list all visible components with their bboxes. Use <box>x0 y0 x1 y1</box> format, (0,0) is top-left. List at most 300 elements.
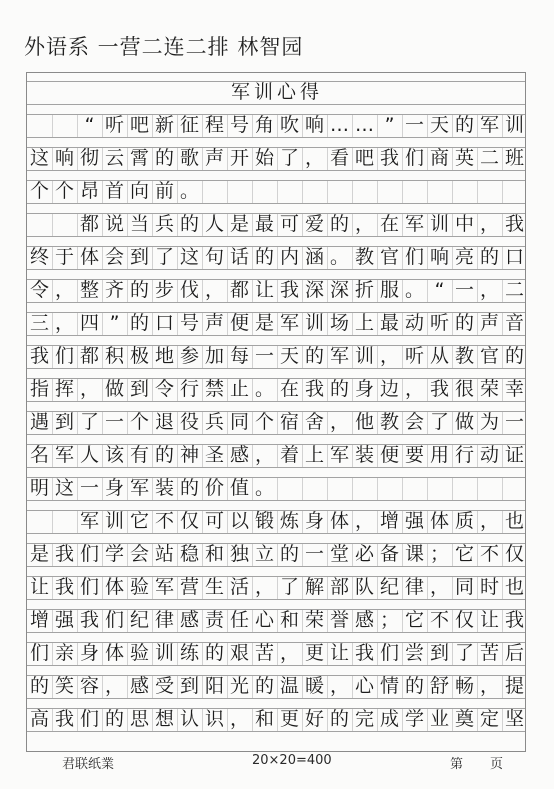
handwritten-character: ， <box>229 708 249 730</box>
manuscript-row <box>27 510 525 534</box>
handwritten-character: 可 <box>279 213 299 235</box>
handwritten-character: 挥 <box>54 378 74 400</box>
handwritten-character: 一 <box>504 411 524 433</box>
handwritten-character: 情 <box>379 675 399 697</box>
handwritten-character: 们 <box>79 543 99 565</box>
handwritten-character: 口 <box>504 246 524 268</box>
handwritten-character: 响 <box>304 114 324 136</box>
manuscript-row <box>27 378 525 402</box>
handwritten-character: 三 <box>29 312 49 334</box>
grid-cell <box>227 181 252 203</box>
manuscript-row <box>27 477 525 501</box>
handwritten-character: 奠 <box>454 708 474 730</box>
handwritten-character: 积 <box>104 345 124 367</box>
handwritten-character: 做 <box>454 411 474 433</box>
handwritten-character: 吧 <box>354 147 374 169</box>
handwritten-character: 到 <box>54 411 74 433</box>
handwritten-character: 。 <box>404 279 424 301</box>
handwritten-character: 。 <box>254 477 274 499</box>
handwritten-character: 律 <box>404 576 424 598</box>
handwritten-character: 一 <box>404 114 424 136</box>
handwritten-character: 响 <box>429 246 449 268</box>
handwritten-character: 我 <box>279 279 299 301</box>
handwritten-character: 课 <box>404 543 424 565</box>
handwritten-character: 地 <box>154 345 174 367</box>
handwritten-character: 有 <box>129 444 149 466</box>
handwritten-character: 了 <box>454 642 474 664</box>
handwritten-character: 和 <box>204 543 224 565</box>
handwritten-character: 增 <box>29 609 49 631</box>
handwritten-character: 想 <box>154 708 174 730</box>
handwritten-character: ， <box>429 576 449 598</box>
handwritten-character: 的 <box>304 345 324 367</box>
handwritten-character: 同 <box>229 411 249 433</box>
handwritten-character: 场 <box>329 312 349 334</box>
handwritten-character: ， <box>354 510 374 532</box>
handwritten-character: 深 <box>329 279 349 301</box>
handwritten-character: 感 <box>354 609 374 631</box>
handwritten-character: 明 <box>29 477 49 499</box>
handwritten-character: 体 <box>429 510 449 532</box>
handwritten-character: 歌 <box>179 147 199 169</box>
handwritten-character: “ <box>84 114 95 136</box>
handwritten-character: 退 <box>154 411 174 433</box>
handwritten-character: 训 <box>504 114 524 136</box>
handwritten-character: 云 <box>104 147 124 169</box>
handwritten-character: 学 <box>104 543 124 565</box>
handwritten-character: 幸 <box>504 378 524 400</box>
handwritten-character: 人 <box>79 444 99 466</box>
handwritten-character: 军 <box>479 114 499 136</box>
handwritten-character: 容 <box>79 675 99 697</box>
handwritten-character: 到 <box>129 378 149 400</box>
handwritten-character: 心 <box>254 609 274 631</box>
handwritten-character: 体 <box>104 576 124 598</box>
handwritten-character: ， <box>104 675 124 697</box>
handwritten-character: 动 <box>479 444 499 466</box>
handwritten-character: 他 <box>354 411 374 433</box>
handwritten-character: 上 <box>354 312 374 334</box>
handwritten-character: 后 <box>504 642 524 664</box>
handwritten-character: 最 <box>379 312 399 334</box>
handwritten-character: 该 <box>104 444 124 466</box>
grid-cell <box>427 478 452 500</box>
manuscript-row <box>27 642 525 666</box>
handwritten-character: 步 <box>154 279 174 301</box>
handwritten-character: 和 <box>254 708 274 730</box>
handwritten-character: 感 <box>229 444 249 466</box>
handwritten-character: 畅 <box>454 675 474 697</box>
handwritten-character: 它 <box>129 510 149 532</box>
handwritten-character: 折 <box>354 279 374 301</box>
handwritten-character: 声 <box>204 147 224 169</box>
handwritten-character: 的 <box>29 675 49 697</box>
handwritten-character: ； <box>379 609 399 631</box>
handwritten-character: 吹 <box>279 114 299 136</box>
handwritten-character: 了 <box>154 246 174 268</box>
handwritten-character: 心 <box>354 675 374 697</box>
handwritten-character: 的 <box>454 312 474 334</box>
handwritten-character: ， <box>254 444 274 466</box>
handwritten-character: 温 <box>279 675 299 697</box>
handwritten-character: 增 <box>379 510 399 532</box>
handwritten-character: 它 <box>454 543 474 565</box>
handwritten-character: 。 <box>179 180 199 202</box>
handwritten-character: 时 <box>479 576 499 598</box>
grid-cell <box>402 181 427 203</box>
handwritten-character: 兵 <box>204 411 224 433</box>
handwritten-character: 让 <box>29 576 49 598</box>
handwritten-character: 军 <box>404 213 424 235</box>
handwritten-character: 一 <box>79 477 99 499</box>
handwritten-character: 新 <box>154 114 174 136</box>
handwritten-character: 一 <box>304 543 324 565</box>
handwritten-character: 不 <box>479 543 499 565</box>
handwritten-character: 听 <box>404 345 424 367</box>
handwritten-character: 不 <box>429 609 449 631</box>
grid-cell <box>377 181 402 203</box>
handwritten-character: 号 <box>229 114 249 136</box>
manuscript-row <box>27 609 525 633</box>
manuscript-row <box>27 444 525 468</box>
handwritten-character: 到 <box>129 246 149 268</box>
handwritten-character: 到 <box>179 675 199 697</box>
handwritten-character: 英 <box>454 147 474 169</box>
handwritten-character: “ <box>434 279 445 301</box>
grid-cell <box>302 478 327 500</box>
handwritten-character: 我 <box>504 213 524 235</box>
handwritten-character: 堂 <box>329 543 349 565</box>
handwritten-character: 的 <box>479 246 499 268</box>
handwritten-character: 们 <box>79 576 99 598</box>
handwritten-character: 暖 <box>304 675 324 697</box>
handwritten-character: 舍 <box>304 411 324 433</box>
handwritten-character: 身 <box>304 510 324 532</box>
manuscript-row <box>27 543 525 567</box>
handwritten-character: 话 <box>229 246 249 268</box>
grid-cell <box>202 181 227 203</box>
handwritten-character: 更 <box>279 708 299 730</box>
handwritten-character: 解 <box>304 576 324 598</box>
handwritten-character: 身 <box>104 477 124 499</box>
handwritten-character: 教 <box>379 411 399 433</box>
handwritten-character: 誉 <box>329 609 349 631</box>
handwritten-character: 向 <box>129 180 149 202</box>
handwritten-character: 苦 <box>479 642 499 664</box>
handwritten-character: 的 <box>329 378 349 400</box>
handwritten-character: 我 <box>54 708 74 730</box>
handwritten-character: 我 <box>54 543 74 565</box>
handwritten-character: 中 <box>454 213 474 235</box>
handwritten-character: 的 <box>179 213 199 235</box>
handwritten-character: 们 <box>379 642 399 664</box>
handwritten-character: 口 <box>154 312 174 334</box>
handwritten-character: 这 <box>54 477 74 499</box>
handwritten-character: 终 <box>29 246 49 268</box>
handwritten-character: 人 <box>204 213 224 235</box>
handwritten-character: 了 <box>79 411 99 433</box>
handwritten-character: 质 <box>454 510 474 532</box>
handwritten-character: 纪 <box>129 609 149 631</box>
handwritten-character: 锻 <box>254 510 274 532</box>
essay-title: 军训心得 <box>230 81 323 103</box>
handwritten-character: 于 <box>54 246 74 268</box>
handwritten-character: ， <box>479 510 499 532</box>
handwritten-character: 始 <box>254 147 274 169</box>
grid-cell <box>52 511 77 533</box>
handwritten-character: 二 <box>504 279 524 301</box>
title-row <box>27 81 525 105</box>
handwritten-character: 舒 <box>429 675 449 697</box>
handwritten-character: 业 <box>429 708 449 730</box>
handwritten-character: 以 <box>229 510 249 532</box>
handwritten-character: 彻 <box>79 147 99 169</box>
handwritten-character: 令 <box>154 378 174 400</box>
handwritten-character: 体 <box>329 510 349 532</box>
handwritten-character: 着 <box>279 444 299 466</box>
handwritten-character: 们 <box>404 246 424 268</box>
handwritten-character: 了 <box>279 147 299 169</box>
handwritten-character: 教 <box>354 246 374 268</box>
handwritten-character: 我 <box>379 147 399 169</box>
handwritten-character: 训 <box>354 345 374 367</box>
handwritten-character: 会 <box>129 543 149 565</box>
handwritten-character: 独 <box>229 543 249 565</box>
handwritten-character: 官 <box>379 246 399 268</box>
handwritten-character: 加 <box>204 345 224 367</box>
handwritten-character: 身 <box>354 378 374 400</box>
grid-cell <box>277 478 302 500</box>
handwritten-character: 要 <box>404 444 424 466</box>
handwritten-character: 它 <box>404 609 424 631</box>
handwritten-character: 很 <box>454 378 474 400</box>
handwritten-character: 感 <box>179 609 199 631</box>
handwritten-character: 稳 <box>179 543 199 565</box>
handwritten-character: 句 <box>204 246 224 268</box>
handwritten-character: 的 <box>454 114 474 136</box>
manuscript-row <box>27 147 525 171</box>
handwritten-character: 备 <box>379 543 399 565</box>
handwritten-character: 必 <box>354 543 374 565</box>
handwritten-character: 当 <box>129 213 149 235</box>
handwritten-character: 训 <box>104 510 124 532</box>
manuscript-row <box>27 312 525 336</box>
handwritten-character: 行 <box>179 378 199 400</box>
handwritten-character: 遇 <box>29 411 49 433</box>
handwritten-character: 这 <box>29 147 49 169</box>
handwritten-character: 的 <box>129 312 149 334</box>
handwritten-character: 受 <box>154 675 174 697</box>
handwritten-character: 也 <box>504 576 524 598</box>
handwritten-character: 军 <box>129 477 149 499</box>
handwritten-character: 程 <box>204 114 224 136</box>
handwritten-character: 吧 <box>129 114 149 136</box>
handwritten-character: 会 <box>104 246 124 268</box>
grid-cell <box>502 181 527 203</box>
handwritten-character: … <box>355 114 374 136</box>
handwritten-character: 同 <box>454 576 474 598</box>
handwritten-character: … <box>330 114 349 136</box>
handwritten-character: ” <box>109 312 120 334</box>
handwritten-character: 听 <box>429 312 449 334</box>
handwritten-character: 名 <box>29 444 49 466</box>
manuscript-row <box>27 345 525 369</box>
handwritten-character: 让 <box>479 609 499 631</box>
handwritten-character: 的 <box>129 279 149 301</box>
manuscript-grid <box>26 72 526 752</box>
handwritten-character: 是 <box>254 312 274 334</box>
handwritten-character: 四 <box>79 312 99 334</box>
handwritten-character: 深 <box>304 279 324 301</box>
handwritten-character: 认 <box>179 708 199 730</box>
handwritten-character: 训 <box>429 213 449 235</box>
handwritten-character: 役 <box>179 411 199 433</box>
handwritten-character: 最 <box>254 213 274 235</box>
handwritten-character: 是 <box>229 213 249 235</box>
handwritten-character: 站 <box>154 543 174 565</box>
manuscript-row <box>27 180 525 204</box>
handwritten-character: 的 <box>404 675 424 697</box>
handwritten-character: 装 <box>354 444 374 466</box>
handwritten-character: 更 <box>304 642 324 664</box>
handwritten-character: 听 <box>104 114 124 136</box>
handwritten-character: 我 <box>79 609 99 631</box>
manuscript-row <box>27 246 525 270</box>
handwritten-character: 的 <box>154 444 174 466</box>
handwritten-character: 艰 <box>229 642 249 664</box>
handwritten-character: 荣 <box>304 609 324 631</box>
handwritten-character: 定 <box>479 708 499 730</box>
handwritten-character: 伐 <box>179 279 199 301</box>
handwritten-character: 我 <box>304 378 324 400</box>
handwritten-character: 个 <box>129 411 149 433</box>
handwritten-character: ， <box>54 279 74 301</box>
handwritten-character: 。 <box>254 378 274 400</box>
student-info-header: 外语系 一营二连二排 林智园 <box>24 35 304 59</box>
handwritten-character: 为 <box>479 411 499 433</box>
handwritten-character: 光 <box>229 675 249 697</box>
handwritten-character: 令 <box>29 279 49 301</box>
handwritten-character: 从 <box>429 345 449 367</box>
handwritten-character: 部 <box>329 576 349 598</box>
handwritten-character: 齐 <box>104 279 124 301</box>
handwritten-character: 二 <box>479 147 499 169</box>
handwritten-character: 训 <box>154 642 174 664</box>
handwritten-character: 成 <box>379 708 399 730</box>
handwritten-character: 完 <box>354 708 374 730</box>
handwritten-character: 个 <box>29 180 49 202</box>
handwritten-character: 首 <box>104 180 124 202</box>
handwritten-character: 立 <box>254 543 274 565</box>
handwritten-character: 军 <box>329 345 349 367</box>
handwritten-character: 了 <box>279 576 299 598</box>
handwritten-character: 是 <box>29 543 49 565</box>
handwritten-character: 仅 <box>504 543 524 565</box>
grid-cell <box>352 181 377 203</box>
handwritten-character: 尝 <box>404 642 424 664</box>
grid-cell <box>402 478 427 500</box>
handwritten-character: 律 <box>154 609 174 631</box>
handwritten-character: ， <box>254 576 274 598</box>
handwritten-character: 好 <box>304 708 324 730</box>
manuscript-row <box>27 576 525 600</box>
handwritten-character: 证 <box>504 444 524 466</box>
manuscript-row <box>27 279 525 303</box>
grid-spec: 20×20=400 <box>252 753 332 768</box>
handwritten-character: 一 <box>104 411 124 433</box>
handwritten-character: 号 <box>179 312 199 334</box>
handwritten-character: ， <box>379 345 399 367</box>
handwritten-character: ， <box>54 312 74 334</box>
handwritten-character: 圣 <box>204 444 224 466</box>
handwritten-character: 们 <box>29 642 49 664</box>
handwritten-character: 一 <box>254 345 274 367</box>
handwritten-character: 我 <box>54 576 74 598</box>
handwritten-character: 军 <box>79 510 99 532</box>
handwritten-character: 上 <box>304 444 324 466</box>
handwritten-character: 会 <box>404 411 424 433</box>
handwritten-character: 用 <box>429 444 449 466</box>
handwritten-character: 开 <box>229 147 249 169</box>
grid-cell <box>27 115 52 137</box>
handwritten-character: 的 <box>254 246 274 268</box>
manuscript-row <box>27 708 525 732</box>
handwritten-character: 个 <box>254 411 274 433</box>
handwritten-character: 每 <box>229 345 249 367</box>
handwritten-character: 便 <box>379 444 399 466</box>
handwritten-character: ； <box>429 543 449 565</box>
handwritten-character: 霄 <box>129 147 149 169</box>
handwritten-character: 值 <box>229 477 249 499</box>
handwritten-character: 我 <box>354 642 374 664</box>
handwritten-character: 到 <box>429 642 449 664</box>
handwritten-character: 不 <box>154 510 174 532</box>
handwritten-character: 亲 <box>54 642 74 664</box>
handwritten-character: 验 <box>129 642 149 664</box>
handwritten-character: 的 <box>329 213 349 235</box>
grid-cell <box>252 181 277 203</box>
handwritten-character: 天 <box>279 345 299 367</box>
handwritten-character: 学 <box>404 708 424 730</box>
handwritten-character: 前 <box>154 180 174 202</box>
paper-brand: 君联纸業 <box>62 757 115 772</box>
handwritten-character: 验 <box>129 576 149 598</box>
handwritten-character: 都 <box>79 213 99 235</box>
handwritten-character: 识 <box>204 708 224 730</box>
handwritten-character: ， <box>79 378 99 400</box>
handwritten-character: 昂 <box>79 180 99 202</box>
handwritten-character: 的 <box>504 345 524 367</box>
handwritten-character: 军 <box>279 312 299 334</box>
handwritten-character: 纪 <box>379 576 399 598</box>
handwritten-character: ， <box>279 642 299 664</box>
handwritten-character: 宿 <box>279 411 299 433</box>
handwritten-character: 行 <box>454 444 474 466</box>
manuscript-row <box>27 411 525 435</box>
handwritten-character: 教 <box>454 345 474 367</box>
handwritten-character: ， <box>329 675 349 697</box>
grid-cell <box>52 115 77 137</box>
handwritten-character: ， <box>404 378 424 400</box>
handwritten-character: 音 <box>504 312 524 334</box>
handwritten-character: 爱 <box>304 213 324 235</box>
handwritten-character: 提 <box>504 675 524 697</box>
handwritten-character: 责 <box>204 609 224 631</box>
manuscript-row <box>27 675 525 699</box>
grid-cell <box>377 478 402 500</box>
handwritten-character: 服 <box>379 279 399 301</box>
handwritten-character: 活 <box>229 576 249 598</box>
